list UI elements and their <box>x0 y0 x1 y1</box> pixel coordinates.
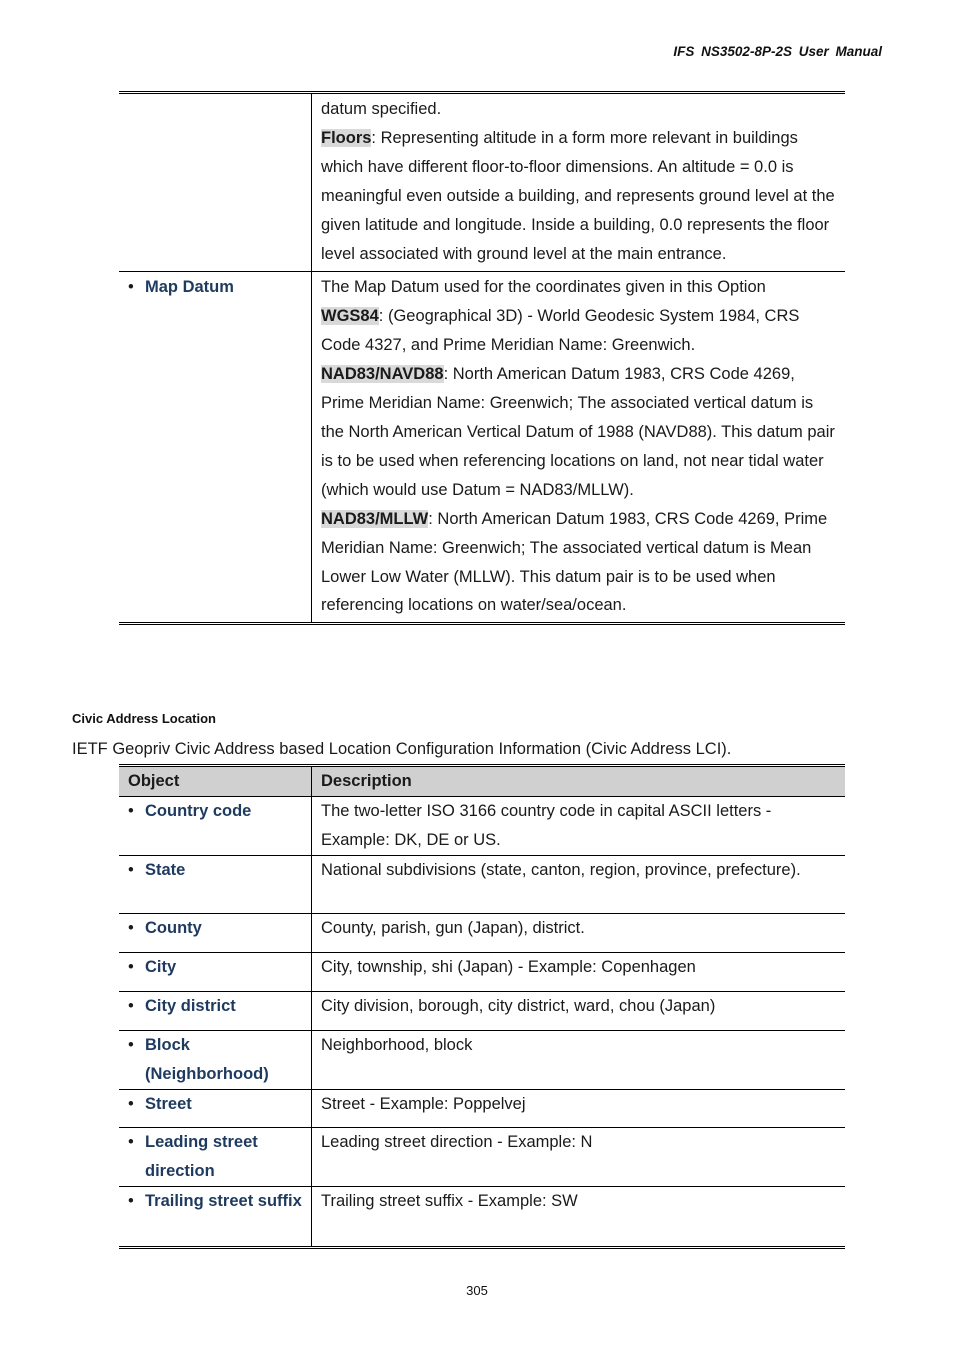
nad83-navd88-description <box>321 360 837 505</box>
table-row <box>119 953 845 992</box>
bullet-icon: • <box>128 997 134 1015</box>
bullet-icon: • <box>128 861 134 879</box>
wgs84-description <box>321 302 837 360</box>
object-label: City <box>145 958 177 976</box>
description-text: datum specified. <box>321 100 442 118</box>
map-datum-intro: The Map Datum used for the coordinates given in this Option <box>321 278 766 297</box>
floors-description <box>321 124 837 269</box>
object-label: City district <box>145 997 236 1015</box>
table-row <box>119 1090 845 1128</box>
page-number: 305 <box>466 1283 488 1298</box>
object-cell <box>119 1031 312 1089</box>
object-label: Leading street direction <box>145 1133 258 1180</box>
bullet-icon: • <box>128 1036 134 1054</box>
object-cell <box>119 94 312 271</box>
description-cell: City division, borough, city district, ward, chou (Japan) <box>321 997 716 1015</box>
table-row <box>119 1187 845 1246</box>
object-label: Block (Neighborhood) <box>145 1036 269 1083</box>
nad83-mllw-description <box>321 505 837 621</box>
civic-address-table <box>119 764 845 1249</box>
wgs84-text: : (Geographical 3D) - World Geodesic System 1984, CRS Code 4327, and Prime Meridian Name: Greenwich. <box>321 307 800 355</box>
table-row <box>119 1031 845 1090</box>
object-cell <box>119 1187 312 1246</box>
description-cell <box>312 272 845 622</box>
description-cell <box>312 94 845 271</box>
table-row <box>119 992 845 1031</box>
bullet-icon: • <box>128 1095 134 1113</box>
nad83-mllw-term: NAD83/MLLW <box>321 509 429 528</box>
object-label: Map Datum <box>145 278 234 297</box>
section-intro: IETF Geopriv Civic Address based Location Configuration Information (Civic Address LCI). <box>72 740 732 758</box>
object-cell <box>119 914 312 952</box>
description-cell: City, township, shi (Japan) - Example: Copenhagen <box>321 958 696 976</box>
object-label: State <box>145 861 186 879</box>
description-cell: Trailing street suffix - Example: SW <box>321 1192 578 1210</box>
description-cell: Leading street direction - Example: N <box>321 1133 593 1151</box>
nad83-navd88-text: : North American Datum 1983, CRS Code 4269, Prime Meridian Name: Greenwich; The associated vertical datum is the North American Vertical Datum of 1988 (NAVD88). This datum pair is to be used when referencing locations on land, not near tidal water (which would use Datum = NAD83/MLLW). <box>321 365 835 499</box>
description-cell: Neighborhood, block <box>321 1036 473 1054</box>
wgs84-term: WGS84 <box>321 307 379 326</box>
description-cell: County, parish, gun (Japan), district. <box>321 919 585 937</box>
table-row <box>119 94 845 272</box>
section-title: Civic Address Location <box>72 711 216 726</box>
object-label: Street <box>145 1095 192 1113</box>
bullet-icon: • <box>128 802 134 820</box>
bullet-icon: • <box>128 1133 134 1151</box>
object-label: County <box>145 919 202 937</box>
table-header-row <box>119 767 845 797</box>
header-object: Object <box>119 767 312 796</box>
document-header: IFS NS3502-8P-2S User Manual <box>673 44 882 59</box>
bullet-icon: • <box>128 958 134 976</box>
object-cell <box>119 992 312 1030</box>
object-cell <box>119 272 312 622</box>
description-cell: The two-letter ISO 3166 country code in capital ASCII letters - Example: DK, DE or US. <box>321 802 772 849</box>
object-cell <box>119 1128 312 1186</box>
header-description: Description <box>321 772 412 790</box>
bullet-icon: • <box>128 278 134 297</box>
map-datum-table <box>119 91 845 625</box>
description-cell: Street - Example: Poppelvej <box>321 1095 526 1113</box>
object-cell <box>119 953 312 991</box>
table-row <box>119 272 845 622</box>
floors-term: Floors <box>321 128 372 147</box>
table-row <box>119 797 845 856</box>
object-label: Country code <box>145 802 252 820</box>
bullet-icon: • <box>128 919 134 937</box>
table-row <box>119 1128 845 1187</box>
description-cell: National subdivisions (state, canton, region, province, prefecture). <box>321 861 801 879</box>
table-row <box>119 914 845 953</box>
bullet-icon: • <box>128 1192 134 1210</box>
nad83-navd88-term: NAD83/NAVD88 <box>321 365 444 384</box>
table-row <box>119 856 845 914</box>
object-cell <box>119 797 312 855</box>
nad83-mllw-text: : North American Datum 1983, CRS Code 4269, Prime Meridian Name: Greenwich; The associated vertical datum is Mean Lower Low Water (MLLW). This datum pair is to be used when referencing locations on water/sea/ocean. <box>321 509 828 615</box>
object-cell <box>119 1090 312 1127</box>
object-label: Trailing street suffix <box>145 1192 302 1210</box>
object-cell <box>119 856 312 913</box>
floors-text: : Representing altitude in a form more relevant in buildings which have different floor-to-floor dimensions. An altitude = 0.0 is meaningful even outside a building, and represents ground level at the given latitude and longitude. Inside a building, 0.0 represents the floor level associated with ground level at the main entrance. <box>321 128 835 263</box>
